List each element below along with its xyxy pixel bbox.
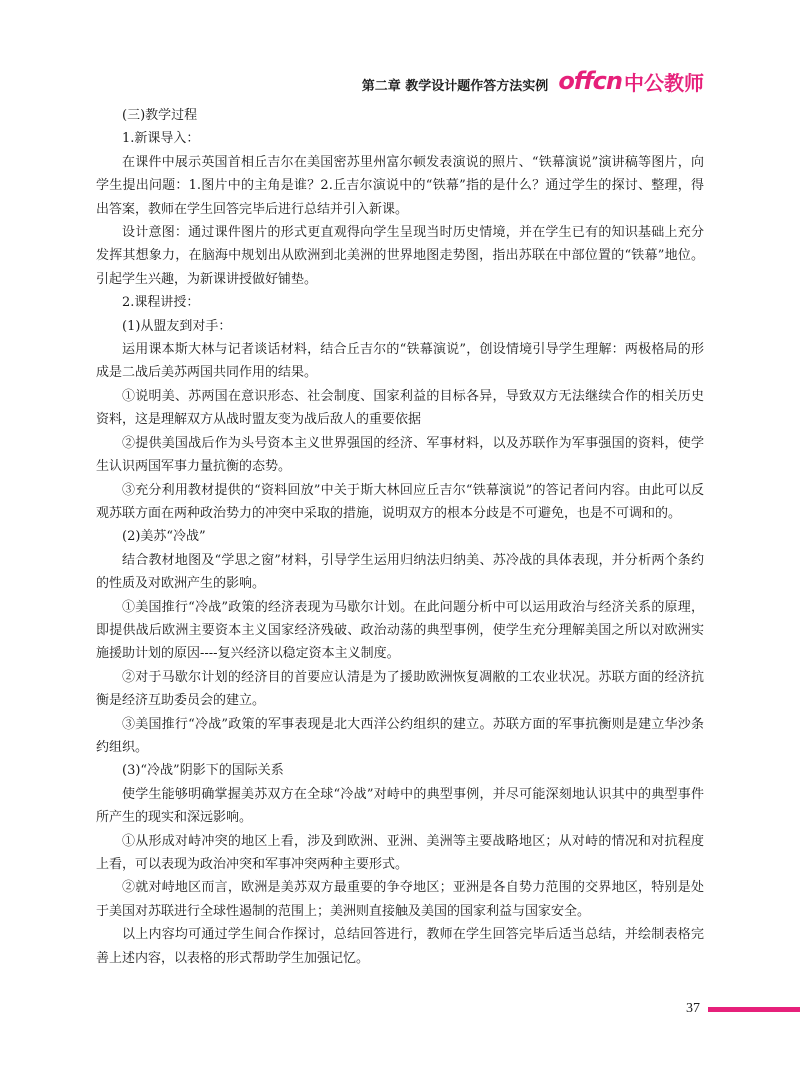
section-heading: (三)教学过程 <box>122 108 198 123</box>
logo-brand-text: offcn <box>558 67 622 95</box>
subsection-heading: 1.新课导入： <box>122 131 200 147</box>
offcn-logo <box>558 67 704 96</box>
paragraph: 设计意图：通过课件图片的形式更直观得向学生呈现当时历史情境，并在学生已有的知识基础上充分发挥其想象力，在脑海中规划出从欧洲到北美洲的世界地图走势图，指出苏联在中部位置的“铁幕”地位。引起学生兴趣，为新课讲授做好铺垫。 <box>96 225 704 287</box>
subsection-heading: 2.课程讲授： <box>122 295 200 311</box>
logo-cn-text: 中公教师 <box>624 70 704 95</box>
list-item: ②就对峙地区而言，欧洲是美苏双方最重要的争夺地区；亚洲是各自势力范围的交界地区，特别是处于美国对苏联进行全球性遏制的范围上；美洲则直接触及美国的国家利益与国家安全。 <box>96 880 704 919</box>
topic-heading: (3)“冷战”阴影下的国际关系 <box>122 763 284 779</box>
paragraph: 运用课本斯大林与记者谈话材料，结合丘吉尔的“铁幕演说”，创设情境引导学生理解：两极格局的形成是二战后美苏两国共同作用的结果。 <box>96 342 704 381</box>
list-item: ③充分利用教材提供的“资料回放”中关于斯大林回应丘吉尔“铁幕演说”的答记者问内容。由此可以反观苏联方面在两种政治势力的冲突中采取的措施，说明双方的根本分歧是不可避免，也是不可调和的。 <box>96 482 704 521</box>
list-item: ①说明美、苏两国在意识形态、社会制度、国家利益的目标各异，导致双方无法继续合作的相关历史资料，这是理解双方从战时盟友变为战后敌人的重要依据 <box>96 388 704 428</box>
page-number: 37 <box>686 1001 700 1016</box>
chapter-title: 第二章 教学设计题作答方法实例 <box>361 78 549 94</box>
page-header <box>362 64 704 98</box>
page-body <box>96 104 704 970</box>
page-accent-bar <box>708 1007 800 1012</box>
list-item: ③美国推行“冷战”政策的军事表现是北大西洋公约组织的建立。苏联方面的军事抗衡则是建立华沙条约组织。 <box>96 716 704 755</box>
topic-heading: (1)从盟友到对手： <box>122 318 232 334</box>
list-item: ①美国推行“冷战”政策的经济表现为马歇尔计划。在此问题分析中可以运用政治与经济关系的原理，即提供战后欧洲主要资本主义国家经济残破、政治动荡的典型事例，使学生充分理解美国之所以对欧洲实施援助计划的原因----复兴经济以稳定资本主义制度。 <box>96 599 704 662</box>
list-item: ②对于马歇尔计划的经济目的首要应认清是为了援助欧洲恢复凋敝的工农业状况。苏联方面的经济抗衡是经济互助委员会的建立。 <box>96 669 704 709</box>
list-item: ①从形成对峙冲突的地区上看，涉及到欧洲、亚洲、美洲等主要战略地区；从对峙的情况和对抗程度上看，可以表现为政治冲突和军事冲突两种主要形式。 <box>96 833 704 872</box>
list-item: ②提供美国战后作为头号资本主义世界强国的经济、军事材料，以及苏联作为军事强国的资料，使学生认识两国军事力量抗衡的态势。 <box>96 435 704 475</box>
paragraph: 在课件中展示英国首相丘吉尔在美国密苏里州富尔顿发表演说的照片、“铁幕演说”演讲稿等图片，向学生提出问题：1.图片中的主角是谁？2.丘吉尔演说中的“铁幕”指的是什么？通过学生的探讨、整理，得出答案，教师在学生回答完毕后进行总结并引入新课。 <box>96 154 704 217</box>
topic-heading: (2)美苏“冷战” <box>122 529 206 545</box>
paragraph: 使学生能够明确掌握美苏双方在全球“冷战”对峙中的典型事例，并尽可能深刻地认识其中的典型事件所产生的现实和深远影响。 <box>96 786 704 826</box>
paragraph: 以上内容均可通过学生间合作探讨，总结回答进行，教师在学生回答完毕后适当总结，并绘制表格完善上述内容，以表格的形式帮助学生加强记忆。 <box>96 927 704 966</box>
paragraph: 结合教材地图及“学思之窗”材料，引导学生运用归纳法归纳美、苏冷战的具体表现，并分析两个条约的性质及对欧洲产生的影响。 <box>96 552 704 592</box>
